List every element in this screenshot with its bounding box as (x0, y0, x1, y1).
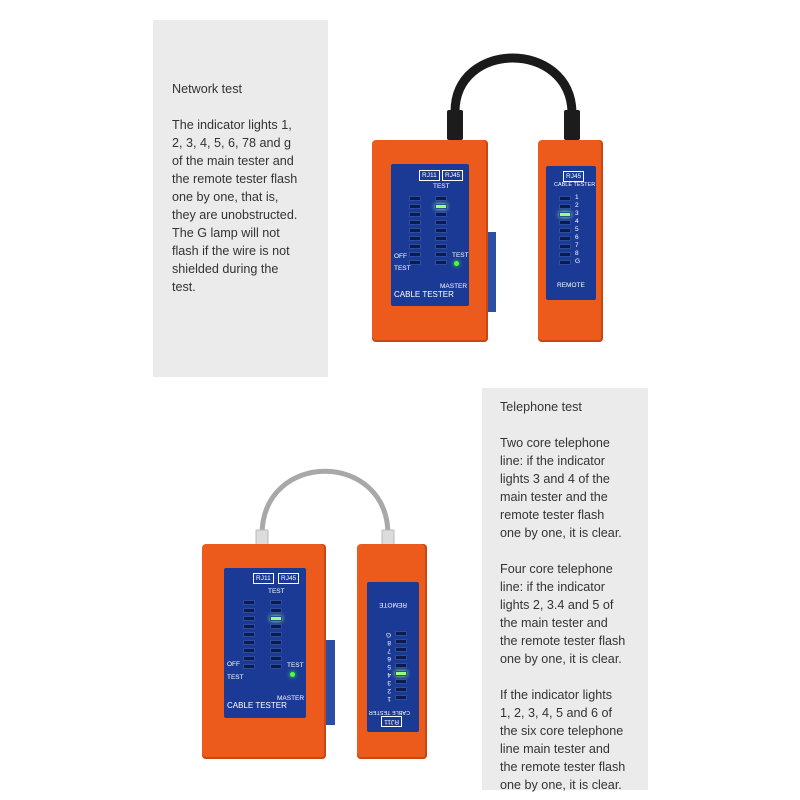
test-label: TEST (433, 183, 450, 190)
network-test-panel (153, 20, 328, 377)
test-indicator-label: TEST (452, 252, 469, 259)
rj11-label: RJ11 (419, 170, 440, 181)
pin-label: 4 (575, 218, 579, 225)
network-plug-right (564, 110, 580, 140)
telephone-test-para-six-core: If the indicator lights 1, 2, 3, 4, 5 and 6 of the six core telephone line main tester and the remote tester flash one by one, it is clear. (500, 688, 626, 792)
telephone-test-panel (482, 388, 648, 790)
off-label: OFF (394, 253, 407, 260)
pin-label: 4 (387, 671, 391, 678)
master-label: MASTER (277, 695, 305, 702)
main-tester-panel (224, 568, 306, 718)
telephone-test-heading: Telephone test (500, 400, 582, 414)
pin-label: G (575, 258, 581, 265)
network-test-body: The indicator lights 1, 2, 3, 4, 5, 6, 78 and g of the main tester and the remote tester flash one by one, that is, they are unobstructed. The G lamp will not flash if the wire is not shielded during the test. (172, 118, 298, 294)
test-indicator-label: TEST (287, 662, 304, 669)
telephone-test-para-four-core: Four core telephone line: if the indicator lights 2, 3.4 and 5 of the main tester and the remote tester flash one by one, it is clear. (500, 562, 626, 666)
telephone-cable (262, 471, 388, 535)
network-test-heading: Network test (172, 82, 242, 96)
network-cable (455, 58, 572, 112)
rj11-label: RJ11 (253, 573, 274, 584)
pin-label: 3 (387, 679, 391, 686)
remote-rj11-label: RJ11 (381, 716, 402, 727)
pin-label: 5 (387, 663, 391, 670)
rj45-label: RJ45 (442, 170, 463, 181)
main-tester-panel (391, 164, 469, 306)
telephone-test-para-two-core: Two core telephone line: if the indicator lights 3 and 4 of the main tester and the remote tester flash one by one, it is clear. (500, 436, 622, 540)
pin-label: 6 (387, 655, 391, 662)
cable-tester-label: CABLE TESTER (394, 290, 454, 299)
pin-label: 7 (575, 242, 579, 249)
remote-rj45-label: RJ45 (563, 171, 584, 182)
remote-tester-panel (367, 582, 419, 732)
master-label: MASTER (440, 283, 468, 290)
test-label: TEST (268, 588, 285, 595)
pin-label: 2 (575, 202, 579, 209)
pin-label: 1 (575, 194, 579, 201)
remote-label: REMOTE (557, 282, 585, 289)
pin-label: 2 (387, 687, 391, 694)
pin-label: 8 (575, 250, 579, 257)
test-switch-label: TEST (227, 674, 244, 681)
off-label: OFF (227, 661, 240, 668)
pin-label: G (385, 631, 391, 638)
test-indicator-led (290, 672, 295, 677)
remote-cable-tester-label: CABLE TESTER (368, 709, 410, 715)
pin-label: 7 (387, 647, 391, 654)
pin-label: 5 (575, 226, 579, 233)
remote-tester-panel (546, 166, 596, 300)
cable-tester-label: CABLE TESTER (227, 701, 287, 710)
network-plug-left (447, 110, 463, 140)
rj45-label: RJ45 (278, 573, 299, 584)
remote-tester-top (538, 140, 603, 342)
test-switch-label: TEST (394, 265, 411, 272)
remote-label: REMOTE (379, 601, 407, 608)
main-tester-top (372, 140, 488, 342)
remote-cable-tester-label: CABLE TESTER (554, 182, 596, 188)
pin-label: 6 (575, 234, 579, 241)
pin-label: 3 (575, 210, 579, 217)
pin-label: 1 (387, 695, 391, 702)
remote-tester-bottom (357, 544, 427, 759)
test-indicator-led (454, 261, 459, 266)
pin-label: 8 (387, 639, 391, 646)
main-tester-bottom (202, 544, 326, 759)
